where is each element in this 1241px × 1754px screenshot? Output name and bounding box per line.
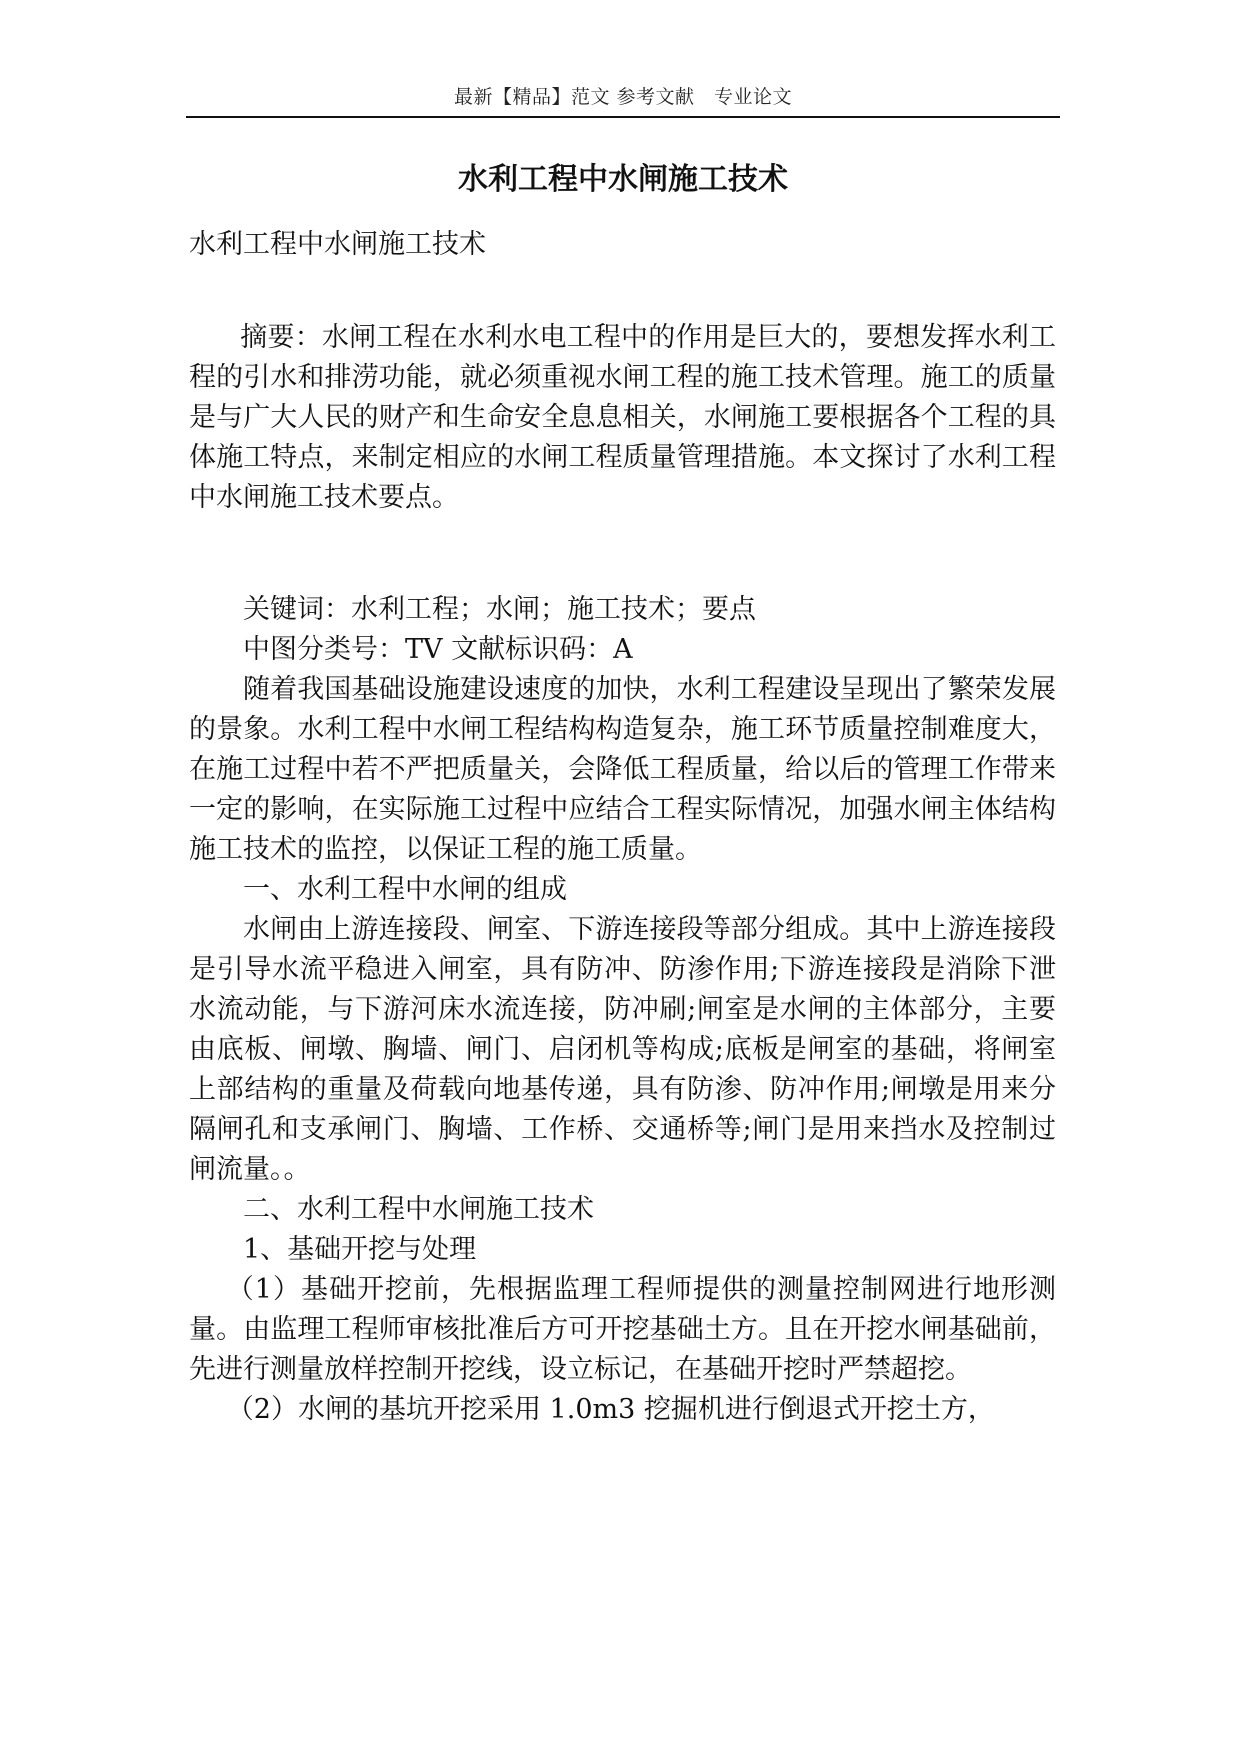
body-flow bbox=[189, 590, 1056, 1430]
section1-paragraph: 水闸由上游连接段、闸室、下游连接段等部分组成。其中上游连接段是引导水流平稳进入闸室，具有防冲、防渗作用;下游连接段是消除下泄水流动能，与下游河床水流连接，防冲刷;闸室是水闸的主体部分，主要由底板、闸墩、胸墙、闸门、启闭机等构成;底板是闸室的基础，将闸室上部结构的重量及荷载向地基传递，具有防渗、防冲作用;闸墩是用来分隔闸孔和支承闸门、胸墙、工作桥、交通桥等;闸门是用来挡水及控制过闸流量。。 bbox=[189, 914, 1056, 1185]
abstract-paragraph: 摘要：水闸工程在水利水电工程中的作用是巨大的，要想发挥水利工程的引水和排涝功能，就必须重视水闸工程的施工技术管理。施工的质量是与广大人民的财产和生命安全息息相关，水闸施工要根据各个工程的具体施工特点，来制定相应的水闸工程质量管理措施。本文探讨了水利工程中水闸施工技术要点。 bbox=[189, 322, 1056, 513]
keywords-line: 关键词：水利工程；水闸；施工技术；要点 bbox=[243, 594, 756, 625]
list-item-2: （2）水闸的基坑开挖采用 1.0m3 挖掘机进行倒退式开挖土方， bbox=[226, 1394, 995, 1425]
section-heading-2: 二、水利工程中水闸施工技术 bbox=[243, 1194, 594, 1225]
document-title: 水利工程中水闸施工技术 bbox=[458, 162, 788, 197]
header-divider bbox=[186, 116, 1060, 118]
subsection-heading-1: 1、基础开挖与处理 bbox=[243, 1234, 477, 1265]
document-subtitle: 水利工程中水闸施工技术 bbox=[189, 229, 486, 260]
running-header: 最新【精品】范文 参考文献 专业论文 bbox=[453, 86, 793, 108]
section-heading-1: 一、水利工程中水闸的组成 bbox=[243, 874, 567, 905]
intro-paragraph: 随着我国基础设施建设速度的加快，水利工程建设呈现出了繁荣发展的景象。水利工程中水闸工程结构构造复杂，施工环节质量控制难度大，在施工过程中若不严把质量关，会降低工程质量，给以后的管理工作带来一定的影响，在实际施工过程中应结合工程实际情况，加强水闸主体结构施工技术的监控，以保证工程的施工质量。 bbox=[189, 674, 1056, 865]
list-item-1: （1）基础开挖前，先根据监理工程师提供的测量控制网进行地形测量。由监理工程师审核批准后方可开挖基础土方。且在开挖水闸基础前，先进行测量放样控制开挖线，设立标记，在基础开挖时严禁超挖。 bbox=[189, 1274, 1056, 1385]
classification-line: 中图分类号：TV 文献标识码：A bbox=[243, 634, 633, 665]
